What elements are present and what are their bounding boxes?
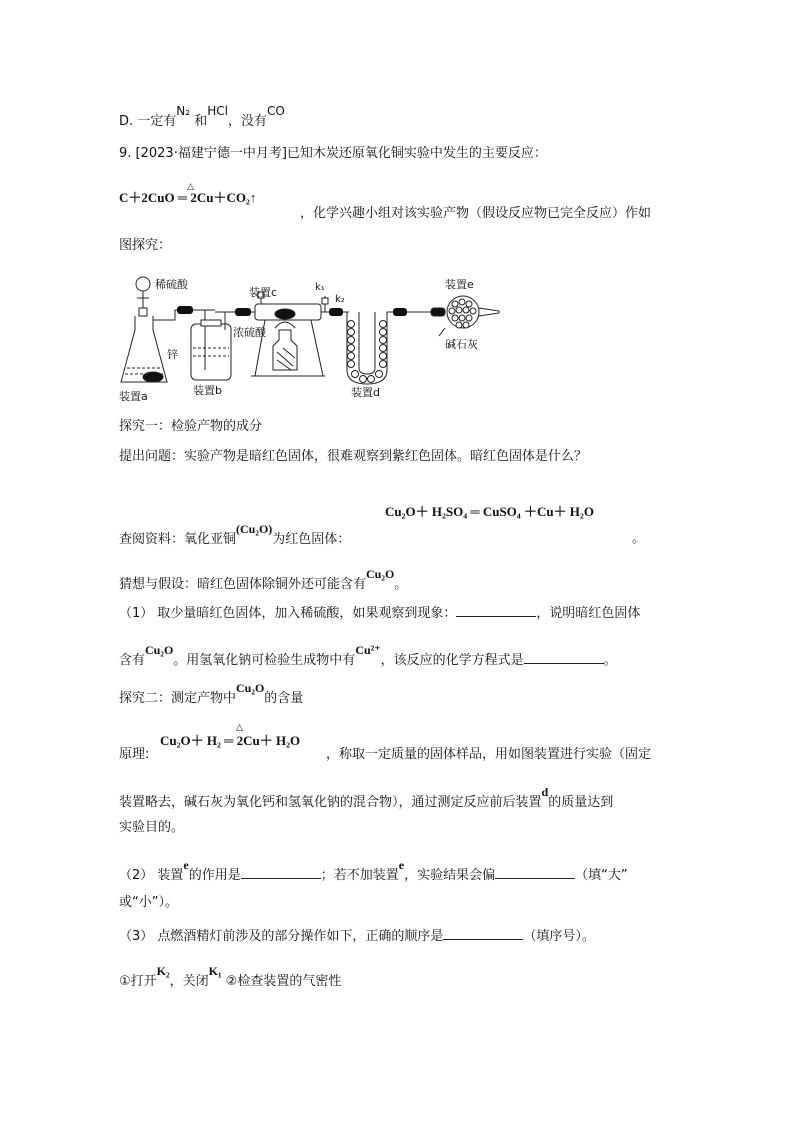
valve-k1 (322, 296, 328, 312)
co-formula: CO (266, 104, 285, 118)
device-b (191, 310, 255, 380)
option-d-without: ，没有 (227, 114, 267, 129)
step-1b-line (119, 643, 617, 670)
dilute-acid-label: 稀硫酸 (155, 278, 188, 291)
k2-label: k₂ (335, 294, 345, 305)
conc-acid-label: 浓硫酸 (233, 326, 266, 339)
zinc-label: 锌 (167, 348, 178, 361)
reference-equation: Cu₂O＋ H₂SO₄ ═ CuSO₄ ＋Cu＋ H₂O (385, 504, 594, 519)
step-1-line (119, 604, 640, 623)
explore-2-title-line (119, 681, 304, 708)
step-1-tail: ，说明暗红色固体 (536, 606, 641, 621)
step-2-text-4: ，实验结果会偏 (404, 868, 496, 883)
explore-2-title-1: 探究二：测定产物中 (119, 691, 237, 706)
hcl-formula: HCl (207, 104, 228, 118)
device-e-ref-1: e (183, 858, 189, 872)
principle-line-2a: 装置略去，碱石灰为氧化钙和氢氧化钠的混合物），通过测定反应前后装置 (119, 795, 542, 810)
reference-text-1: 查阅资料：氧化亚铜 (119, 532, 237, 547)
rubber-tube-2 (235, 308, 251, 316)
step-3-tail: （填序号）。 (523, 929, 595, 944)
hypothesis-end: 。 (394, 577, 408, 592)
step-3-line (119, 927, 595, 946)
k1-label: k₁ (315, 282, 325, 293)
operations-line (119, 964, 342, 991)
cu2o-formula-s1: Cu₂O (145, 643, 174, 657)
step-3-text: （3） 点燃酒精灯前涉及的部分操作如下，正确的顺序是 (119, 929, 444, 944)
operation-2-text: ②检查装置的气密性 (221, 974, 342, 989)
rubber-tube-4 (393, 308, 407, 316)
cu2o-formula-title: Cu₂O (236, 681, 265, 695)
operation-1-text: ①打开 (119, 974, 157, 989)
device-d (345, 312, 405, 384)
rubber-tube-1 (177, 306, 193, 314)
step-1b-text-2: 。用氢氧化钠可检验生成物中有 (173, 653, 356, 668)
cu2o-formula-hyp: Cu₂O (366, 567, 395, 581)
reference-text-2: 为红色固体： (272, 532, 351, 547)
step-2-line (119, 858, 628, 885)
reference-end: 。 (632, 531, 646, 546)
step-2-text-5: （填“大” (575, 868, 628, 883)
hypothesis-text: 猜想与假设：暗红色固体除铜外还可能含有 (119, 577, 367, 592)
step-2-line-2: 或“小”）。 (119, 895, 178, 910)
step-3-blank-order[interactable] (443, 927, 523, 940)
main-equation-text: C＋2CuO ═ 2Cu＋CO₂↑ (119, 190, 257, 205)
device-e-ref-2: e (398, 858, 405, 872)
soda-lime-label: 碱石灰 (445, 338, 478, 351)
apparatus-diagram (115, 270, 505, 405)
device-d-ref: d (541, 785, 549, 799)
explore-1-question: 提出问题：实验产物是暗红色固体，很难观察到紫红色固体。暗红色固体是什么？ (119, 449, 588, 464)
option-d-and: 和 (190, 114, 208, 129)
cu2plus-formula: Cu²⁺ (355, 643, 381, 657)
cu2o-formula-ref: (Cu₂O) (236, 522, 273, 536)
step-2-text-3: ；若不加装置 (320, 868, 399, 883)
principle-tail: ，称取一定质量的固体样品，用如图装置进行实验（固定 (326, 747, 652, 762)
step-1b-text-3: ，该反应的化学方程式是 (380, 653, 524, 668)
k1-formula: K₁ (208, 964, 222, 978)
step-1-blank-phenomenon[interactable] (456, 604, 536, 617)
principle-equation: Cu₂O＋ H₂ ═ 2Cu＋ H₂O (160, 733, 301, 748)
operation-1-close: ，关闭 (169, 974, 209, 989)
device-a (121, 277, 215, 382)
step-2-text-1: （2） 装置 (119, 868, 184, 883)
principle-label: 原理: (119, 747, 150, 762)
k2-formula: K₂ (156, 964, 170, 978)
option-d-line (119, 104, 285, 131)
step-1b-end: 。 (603, 653, 617, 668)
step-1b-text-1: 含有 (119, 653, 146, 668)
device-c-label: 装置c (249, 286, 278, 299)
principle-line-2b: 的质量达到 (548, 795, 614, 810)
option-d-text: D. 一定有 (119, 114, 177, 129)
step-2-blank-bias[interactable] (495, 866, 575, 879)
explore-1-title: 探究一：检验产物的成分 (119, 419, 263, 434)
step-2-blank-role[interactable] (241, 866, 321, 879)
question-9-header: 9. [2023·福建宁德一中月考]已知木炭还原氧化铜实验中发生的主要反应： (119, 146, 547, 161)
device-b-label: 装置b (193, 384, 222, 397)
device-e-label: 装置e (445, 278, 474, 291)
rubber-tube-3 (329, 308, 343, 316)
heat-condition-1: △ (187, 182, 194, 192)
n2-formula: N₂ (176, 104, 191, 118)
reference-line (119, 522, 351, 549)
explore-2-title-2: 的含量 (264, 691, 304, 706)
step-1-text: （1） 取少量暗红色固体，加入稀硫酸，如果观察到现象： (119, 606, 457, 621)
hypothesis-line (119, 567, 408, 594)
question-9-intro-tail: ，化学兴趣小组对该实验产物（假设反应物已完全反应）作如 (300, 206, 652, 221)
device-e (407, 296, 499, 336)
step-1-blank-equation[interactable] (524, 651, 604, 664)
question-9-intro-line2: 图探究： (119, 238, 172, 253)
device-d-label: 装置d (351, 386, 380, 399)
principle-line-2 (119, 785, 614, 812)
principle-line-3: 实验目的。 (119, 820, 185, 835)
heat-condition-2: △ (236, 723, 243, 733)
device-a-label: 装置a (119, 390, 148, 403)
step-2-text-2: 的作用是 (188, 868, 241, 883)
